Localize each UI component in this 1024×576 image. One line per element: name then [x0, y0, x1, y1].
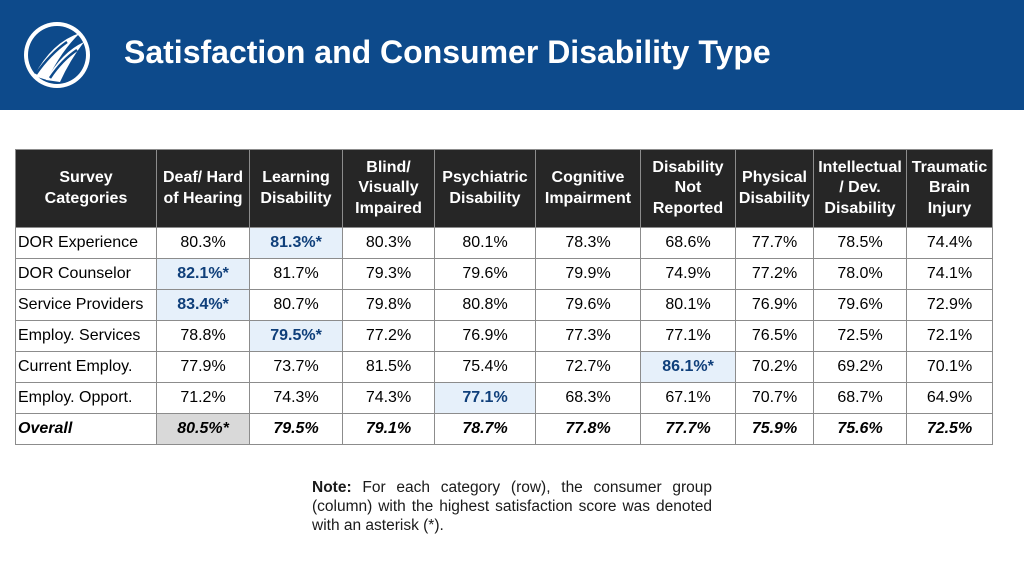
column-header — [536, 150, 641, 228]
table-cell: 80.3% — [157, 228, 250, 259]
table-cell: 70.1% — [907, 352, 993, 383]
table-cell: 76.9% — [736, 290, 814, 321]
table-cell: 79.9% — [536, 259, 641, 290]
column-header-line: Impairment — [544, 189, 632, 207]
table-cell: 80.5%* — [157, 414, 250, 445]
table-cell: 68.3% — [536, 383, 641, 414]
column-header-line: / Dev. — [839, 179, 881, 197]
column-header-line: Deaf/ Hard — [162, 169, 244, 186]
table-cell: 69.2% — [814, 352, 907, 383]
column-header-line: Not — [674, 179, 702, 197]
row-label: DOR Counselor — [16, 259, 157, 290]
column-header-line: Psychiatric — [442, 169, 528, 186]
table-cell: 77.1% — [435, 383, 536, 414]
table-cell: 77.2% — [736, 259, 814, 290]
column-header — [641, 150, 736, 228]
table-cell: 76.5% — [736, 321, 814, 352]
column-header-line: of Hearing — [163, 189, 243, 207]
table-header-row — [16, 150, 993, 228]
overall-row — [16, 414, 993, 445]
table-cell: 77.9% — [157, 352, 250, 383]
column-header-line: Survey — [59, 169, 113, 186]
column-header — [907, 150, 993, 228]
column-header-line: Blind/ — [366, 158, 411, 176]
table-cell: 80.7% — [250, 290, 343, 321]
column-header-line: Physical — [742, 169, 807, 186]
table-cell: 78.7% — [435, 414, 536, 445]
satisfaction-table — [15, 149, 993, 445]
column-header-line: Learning — [262, 169, 330, 186]
table-cell: 78.3% — [536, 228, 641, 259]
table-cell: 74.1% — [907, 259, 993, 290]
swoosh-logo-icon — [22, 20, 92, 90]
table-cell: 75.6% — [814, 414, 907, 445]
table-cell: 74.3% — [343, 383, 435, 414]
table-cell: 72.9% — [907, 290, 993, 321]
table-cell: 77.1% — [641, 321, 736, 352]
row-label: DOR Experience — [16, 228, 157, 259]
column-header-line: Impaired — [355, 199, 422, 217]
table-cell: 74.3% — [250, 383, 343, 414]
table-cell: 71.2% — [157, 383, 250, 414]
header-banner — [0, 0, 1024, 110]
note-body: For each category (row), the consumer group (column) with the highest satisfaction score was denoted with an asterisk (*). — [312, 479, 712, 534]
table-cell: 79.6% — [536, 290, 641, 321]
column-header-line: Intellectual — [818, 158, 902, 176]
column-header — [16, 150, 157, 228]
table-cell: 70.2% — [736, 352, 814, 383]
column-header-line: Disability — [449, 189, 521, 207]
table-row — [16, 352, 993, 383]
column-header — [814, 150, 907, 228]
column-header — [343, 150, 435, 228]
table-cell: 74.9% — [641, 259, 736, 290]
table-cell: 80.1% — [641, 290, 736, 321]
table-cell: 76.9% — [435, 321, 536, 352]
column-header-line: Categories — [44, 189, 128, 207]
table-cell: 70.7% — [736, 383, 814, 414]
table-cell: 73.7% — [250, 352, 343, 383]
column-header — [736, 150, 814, 228]
table-cell: 74.4% — [907, 228, 993, 259]
row-label: Service Providers — [16, 290, 157, 321]
column-header-line: Disability — [824, 199, 896, 217]
table-cell: 67.1% — [641, 383, 736, 414]
table-cell: 78.5% — [814, 228, 907, 259]
column-header-line: Cognitive — [551, 169, 625, 186]
table-cell: 72.5% — [907, 414, 993, 445]
table-cell: 82.1%* — [157, 259, 250, 290]
table-cell: 72.5% — [814, 321, 907, 352]
table-cell: 79.1% — [343, 414, 435, 445]
column-header-line: Disability — [260, 189, 332, 207]
column-header — [250, 150, 343, 228]
table-cell: 81.3%* — [250, 228, 343, 259]
row-label: Employ. Opport. — [16, 383, 157, 414]
table-cell: 79.5%* — [250, 321, 343, 352]
table-cell: 75.9% — [736, 414, 814, 445]
table-cell: 80.3% — [343, 228, 435, 259]
table-cell: 72.1% — [907, 321, 993, 352]
page-title: Satisfaction and Consumer Disability Type — [124, 34, 771, 70]
column-header-line: Visually — [358, 179, 419, 197]
table-cell: 80.8% — [435, 290, 536, 321]
table-cell: 68.7% — [814, 383, 907, 414]
table-cell: 68.6% — [641, 228, 736, 259]
table-cell: 79.6% — [435, 259, 536, 290]
table-row — [16, 383, 993, 414]
table-row — [16, 321, 993, 352]
table-cell: 79.5% — [250, 414, 343, 445]
row-label: Current Employ. — [16, 352, 157, 383]
table-cell: 77.7% — [736, 228, 814, 259]
column-header-line: Reported — [652, 199, 724, 217]
row-label: Employ. Services — [16, 321, 157, 352]
column-header — [435, 150, 536, 228]
table-cell: 77.7% — [641, 414, 736, 445]
column-header-line: Disability — [738, 189, 811, 207]
column-header-line: Injury — [927, 199, 972, 217]
column-header-line: Traumatic — [911, 158, 988, 176]
table-row — [16, 228, 993, 259]
table-cell: 78.8% — [157, 321, 250, 352]
table-cell: 81.7% — [250, 259, 343, 290]
table-cell: 79.8% — [343, 290, 435, 321]
note-text — [312, 478, 712, 535]
row-label: Overall — [16, 414, 157, 445]
table-cell: 75.4% — [435, 352, 536, 383]
table-row — [16, 259, 993, 290]
table-cell: 77.3% — [536, 321, 641, 352]
table-cell: 79.6% — [814, 290, 907, 321]
table-cell: 77.2% — [343, 321, 435, 352]
column-header-line: Disability — [652, 158, 724, 176]
note-label: Note: — [312, 479, 352, 496]
table-cell: 77.8% — [536, 414, 641, 445]
table-cell: 72.7% — [536, 352, 641, 383]
column-header-line: Brain — [929, 179, 970, 197]
table-cell: 64.9% — [907, 383, 993, 414]
table-cell: 81.5% — [343, 352, 435, 383]
table-cell: 83.4%* — [157, 290, 250, 321]
table-cell: 80.1% — [435, 228, 536, 259]
table-cell: 79.3% — [343, 259, 435, 290]
table-cell: 86.1%* — [641, 352, 736, 383]
table-row — [16, 290, 993, 321]
table-cell: 78.0% — [814, 259, 907, 290]
column-header — [157, 150, 250, 228]
